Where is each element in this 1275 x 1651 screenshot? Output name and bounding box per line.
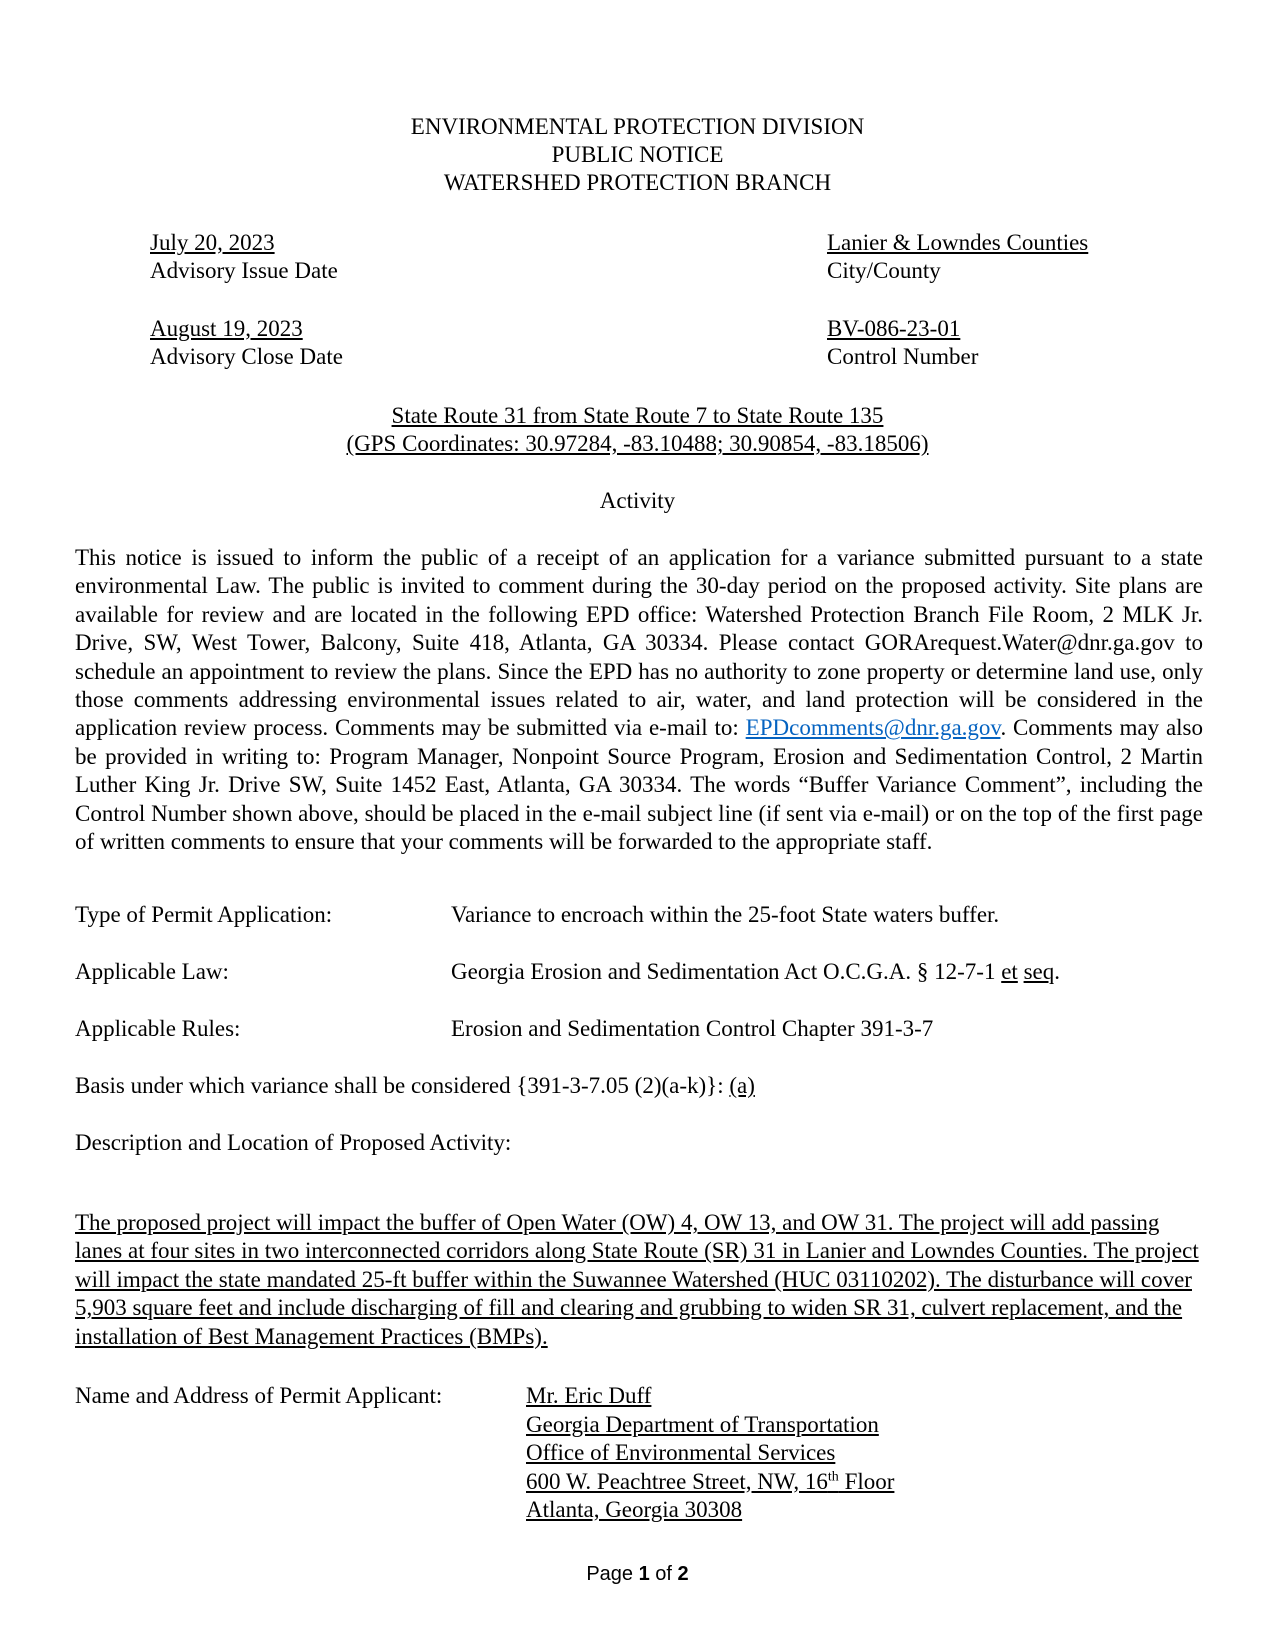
applicant-office: Office of Environmental Services bbox=[526, 1440, 836, 1465]
division-title: ENVIRONMENTAL PROTECTION DIVISION bbox=[410, 114, 865, 139]
applicant-street bbox=[526, 1468, 894, 1497]
notice-title: PUBLIC NOTICE bbox=[551, 142, 724, 167]
page-footer bbox=[0, 1560, 1275, 1588]
permit-type-row bbox=[75, 901, 1000, 929]
location-label: City/County bbox=[827, 258, 941, 283]
comments-email-link[interactable]: EPDcomments@dnr.ga.gov bbox=[745, 715, 1001, 741]
page-current: 1 bbox=[638, 1563, 650, 1585]
permit-type-value: Variance to encroach within the 25-foot State waters buffer. bbox=[451, 902, 1000, 927]
notice-text-before-email: This notice is issued to inform the public of a receipt of an application for a variance submitted pursuant to a state environmental Law. The public is invited to comment during the 30-day period on the proposed activity. Site plans are available for review and are located in the following EPD office: Watershed Protection Branch File Room, 2 MLK Jr. Drive, SW, West Tower, Balcony, Suite 418, Atlanta, GA 30334. Please contact GORArequest.Water@dnr.ga.gov to schedule an appointment to review the plans. Since the EPD has no authority to zone property or determine land use, only those comments addressing environmental issues related to air, water, and land protection will be considered in the application review process. Comments may be submitted via e-mail to: bbox=[75, 545, 1203, 741]
basis-text: Basis under which variance shall be considered {391-3-7.05 (2)(a-k)}: bbox=[75, 1073, 730, 1098]
applicant-city: Atlanta, Georgia 30308 bbox=[526, 1497, 743, 1522]
rules-row bbox=[75, 1015, 934, 1043]
permit-type-label: Type of Permit Application: bbox=[75, 902, 333, 927]
activity-heading: Activity bbox=[599, 488, 676, 513]
applicant-label: Name and Address of Permit Applicant: bbox=[75, 1383, 443, 1408]
control-number: BV-086-23-01 bbox=[827, 316, 961, 341]
notice-paragraph bbox=[75, 544, 1203, 856]
page-word: Page bbox=[586, 1563, 639, 1585]
description-heading: Description and Location of Proposed Activity: bbox=[75, 1130, 512, 1155]
issue-date-label: Advisory Issue Date bbox=[150, 258, 338, 283]
rules-value: Erosion and Sedimentation Control Chapter 391-3-7 bbox=[451, 1016, 934, 1041]
control-number-label: Control Number bbox=[827, 344, 979, 369]
basis-value: (a) bbox=[729, 1073, 755, 1098]
law-et: et bbox=[1001, 959, 1018, 984]
notice-header bbox=[0, 113, 1275, 197]
applicant-street-main: 600 W. Peachtree Street, NW, 16 bbox=[526, 1468, 828, 1494]
applicant-org: Georgia Department of Transportation bbox=[526, 1411, 879, 1437]
applicant-address bbox=[526, 1382, 894, 1525]
law-label: Applicable Law: bbox=[75, 959, 229, 984]
location-block bbox=[827, 229, 1088, 285]
law-row bbox=[75, 958, 1060, 986]
close-date-label: Advisory Close Date bbox=[150, 344, 343, 369]
project-location bbox=[0, 402, 1275, 458]
applicant-street-floor: Floor bbox=[838, 1468, 895, 1494]
basis-row bbox=[75, 1072, 755, 1100]
project-route: State Route 31 from State Route 7 to State Route 135 bbox=[391, 403, 884, 428]
issue-date-block bbox=[150, 229, 338, 285]
close-date: August 19, 2023 bbox=[150, 316, 303, 341]
law-value: Georgia Erosion and Sedimentation Act O.C.G.A. § 12-7-1 et seq. bbox=[451, 959, 1060, 984]
close-date-block bbox=[150, 315, 343, 371]
location: Lanier & Lowndes Counties bbox=[827, 230, 1089, 255]
law-seq: seq bbox=[1023, 959, 1055, 984]
of-word: of bbox=[649, 1563, 678, 1585]
rules-label: Applicable Rules: bbox=[75, 1016, 241, 1041]
applicant-street-sup: th bbox=[827, 1468, 839, 1484]
issue-date: July 20, 2023 bbox=[150, 230, 275, 255]
activity-description: The proposed project will impact the buffer of Open Water (OW) 4, OW 13, and OW 31. The project will add passing lanes at four sites in two interconnected corridors along State Route (SR) 31 in Lanier and Lowndes Counties. The project will impact the state mandated 25-ft buffer within the Suwannee Watershed (HUC 03110202). The disturbance will cover 5,903 square feet and include discharging of fill and clearing and grubbing to widen SR 31, culvert replacement, and the installation of Best Management Practices (BMPs). bbox=[75, 1210, 1199, 1349]
law-value-text: Georgia Erosion and Sedimentation Act O.C.G.A. § 12-7-1 bbox=[451, 959, 1002, 984]
control-number-block bbox=[827, 315, 978, 371]
notice-text-after-email: . Comments may also be provided in writing to: Program Manager, Nonpoint Source Program, Erosion and Sedimentation Control, 2 Martin Luther King Jr. Drive SW, Suite 1452 East, Atlanta, GA 30334. The words “Buffer Variance Comment”, including the Control Number shown above, should be placed in the e-mail subject line (if sent via e-mail) or on the top of the first page of written comments to ensure that your comments will be forwarded to the appropriate staff. bbox=[75, 715, 1204, 855]
branch-title: WATERSHED PROTECTION BRANCH bbox=[443, 170, 832, 195]
page-total: 2 bbox=[677, 1563, 689, 1585]
applicant-name: Mr. Eric Duff bbox=[526, 1383, 652, 1408]
project-gps: (GPS Coordinates: 30.97284, -83.10488; 30.90854, -83.18506) bbox=[346, 431, 929, 456]
